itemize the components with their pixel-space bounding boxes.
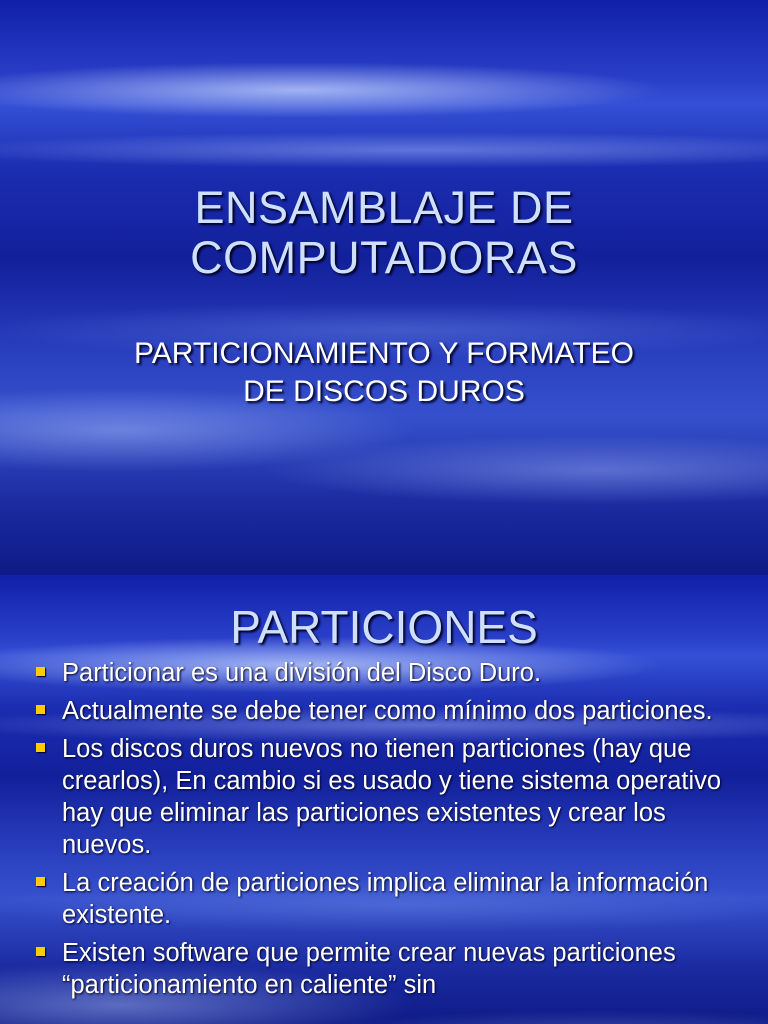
square-bullet-icon <box>36 667 45 676</box>
subtitle-line-2: DE DISCOS DUROS <box>243 375 525 408</box>
list-item <box>34 695 744 727</box>
bullet-text: La creación de particiones implica eliminar la información existente. <box>62 869 709 929</box>
square-bullet-icon <box>36 947 45 956</box>
list-item <box>34 733 744 861</box>
bullet-text: Existen software que permite crear nuevas particiones “particionamiento en caliente” sin <box>62 939 676 999</box>
slide-heading: PARTICIONES <box>230 601 538 653</box>
list-item <box>34 657 744 689</box>
bullet-text: Los discos duros nuevos no tienen particiones (hay que crearlos), En cambio si es usado y tiene sistema operativo hay que eliminar las particiones existentes y crear los nuevos. <box>62 735 722 859</box>
bullet-text: Particionar es una división del Disco Duro. <box>62 659 542 687</box>
slide-particiones <box>0 575 768 1024</box>
list-item <box>34 937 744 1001</box>
square-bullet-icon <box>36 705 45 714</box>
square-bullet-icon <box>36 877 45 886</box>
bullet-text: Actualmente se debe tener como mínimo dos particiones. <box>62 697 713 725</box>
title-line-1: ENSAMBLAJE DE <box>194 182 574 233</box>
bullet-list <box>34 657 744 1007</box>
list-item <box>34 867 744 931</box>
square-bullet-icon <box>36 743 45 752</box>
presentation-title <box>0 183 768 283</box>
presentation-subtitle <box>0 335 768 411</box>
title-line-2: COMPUTADORAS <box>190 232 578 283</box>
subtitle-line-1: PARTICIONAMIENTO Y FORMATEO <box>133 337 635 370</box>
